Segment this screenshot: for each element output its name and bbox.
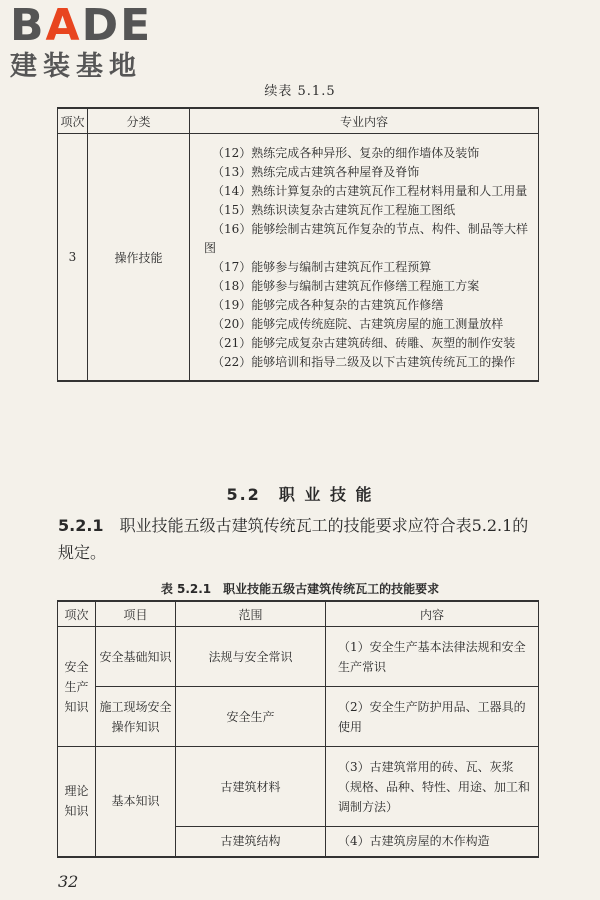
row-content-list (190, 134, 539, 382)
continued-table (57, 107, 539, 382)
skills-table (57, 600, 539, 858)
list-item: （12）熟练完成各种异形、复杂的细作墙体及装饰 (212, 146, 480, 160)
clause-number: 5.2.1 (58, 516, 104, 535)
section-title: 5.2 职 业 技 能 (226, 485, 374, 504)
logo-subtitle: 建装基地 (10, 51, 142, 82)
table-row (58, 627, 539, 687)
page-number: 32 (58, 872, 79, 891)
row-item: 施工现场安全操作知识 (96, 687, 176, 747)
row-content: （3）古建筑常用的砖、瓦、灰浆（规格、品种、特性、用途、加工和调制方法） (326, 747, 539, 827)
header-content: 专业内容 (190, 108, 539, 134)
row-category: 操作技能 (88, 134, 190, 382)
skills-table-caption: 表 5.2.1 职业技能五级古建筑传统瓦工的技能要求 (160, 582, 440, 596)
clause-text: 职业技能五级古建筑传统瓦工的技能要求应符合表5.2.1的规定。 (58, 516, 529, 562)
row-content: （1）安全生产基本法律法规和安全生产常识 (326, 627, 539, 687)
table-row (58, 134, 539, 382)
header-index: 项次 (58, 601, 96, 627)
list-item: （19）能够完成各种复杂的古建筑瓦作修缮 (212, 298, 444, 312)
header-index: 项次 (58, 108, 88, 134)
row-scope: 法规与安全常识 (176, 627, 326, 687)
group-label-theory: 理论知识 (58, 747, 96, 857)
row-content: （4）古建筑房屋的木作构造 (326, 827, 539, 857)
row-item: 基本知识 (96, 747, 176, 857)
list-item: （14）熟练计算复杂的古建筑瓦作工程材料用量和人工用量 (212, 184, 528, 198)
continued-table-caption: 续表 5.1.5 (264, 84, 336, 99)
row-item: 安全基础知识 (96, 627, 176, 687)
list-item: （15）熟练识读复杂古建筑瓦作工程施工图纸 (212, 203, 456, 217)
clause-paragraph (58, 512, 540, 566)
logo-letters-de: DE (81, 0, 153, 51)
header-scope: 范围 (176, 601, 326, 627)
skills-table-header (58, 601, 539, 627)
table-row (58, 687, 539, 747)
logo (10, 2, 152, 82)
row-scope: 古建筑材料 (176, 747, 326, 827)
row-content: （2）安全生产防护用品、工器具的使用 (326, 687, 539, 747)
list-item: （16）能够绘制古建筑瓦作复杂的节点、构件、制品等大样图 (204, 222, 528, 255)
list-item: （17）能够参与编制古建筑瓦作工程预算 (212, 260, 432, 274)
list-item: （22）能够培训和指导二级及以下古建筑传统瓦工的操作 (212, 355, 516, 369)
group-label-safety: 安全生产知识 (58, 627, 96, 747)
header-item: 项目 (96, 601, 176, 627)
list-item: （20）能够完成传统庭院、古建筑房屋的施工测量放样 (212, 317, 504, 331)
list-item: （18）能够参与编制古建筑瓦作修缮工程施工方案 (212, 279, 480, 293)
header-content: 内容 (326, 601, 539, 627)
row-index: 3 (58, 134, 88, 382)
continued-table-header (58, 108, 539, 134)
header-category: 分类 (88, 108, 190, 134)
list-item: （21）能够完成复杂古建筑砖细、砖雕、灰塑的制作安装 (212, 336, 516, 350)
table-row (58, 747, 539, 827)
row-scope: 安全生产 (176, 687, 326, 747)
logo-wordmark (10, 2, 152, 50)
logo-letter-a: A (45, 0, 82, 51)
row-scope: 古建筑结构 (176, 827, 326, 857)
logo-letter-b: B (10, 0, 46, 51)
list-item: （13）熟练完成古建筑各种屋脊及脊饰 (212, 165, 420, 179)
